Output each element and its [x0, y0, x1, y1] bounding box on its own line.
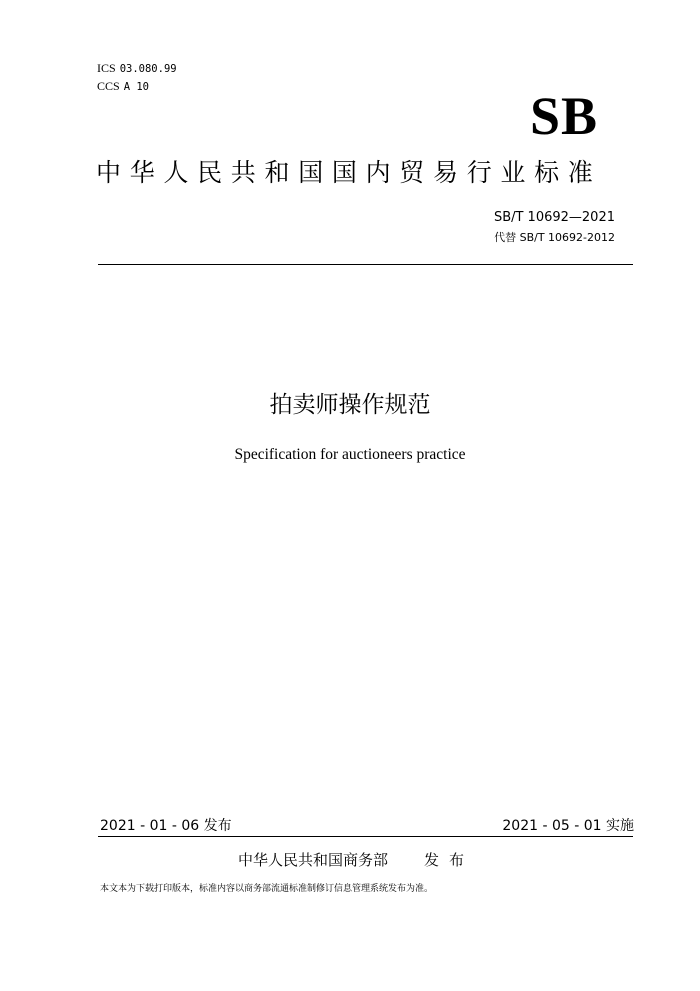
ics-label: ICS: [97, 61, 116, 75]
issue-label: 发布: [424, 851, 475, 869]
issuing-authority: 中华人民共和国商务部: [238, 851, 389, 869]
document-title-english: Specification for auctioneers practice: [234, 446, 466, 463]
replaces-standard: 代替 SB/T 10692-2012: [494, 231, 615, 244]
ccs-line: [97, 78, 177, 96]
publish-date: 2021 - 01 - 06 发布: [100, 818, 232, 834]
ccs-label: CCS: [97, 79, 120, 93]
implementation-date: 2021 - 05 - 01 实施: [502, 818, 634, 834]
document-title: 拍卖师操作规范: [269, 392, 431, 418]
standard-category-title: 中华人民共和国国内贸易行业标准: [96, 158, 602, 187]
standard-number: SB/T 10692—2021: [493, 210, 615, 225]
bottom-divider: [98, 836, 633, 837]
classification-codes: [97, 60, 177, 96]
ics-code: 03.080.99: [119, 63, 177, 75]
top-divider: [98, 264, 633, 265]
sb-logo: SB: [529, 86, 598, 146]
download-note: 本文本为下载打印版本，标准内容以商务部流通标准制修订信息管理系统发布为准。: [100, 884, 434, 894]
ics-line: [97, 60, 177, 78]
ccs-code: A 10: [123, 81, 149, 93]
